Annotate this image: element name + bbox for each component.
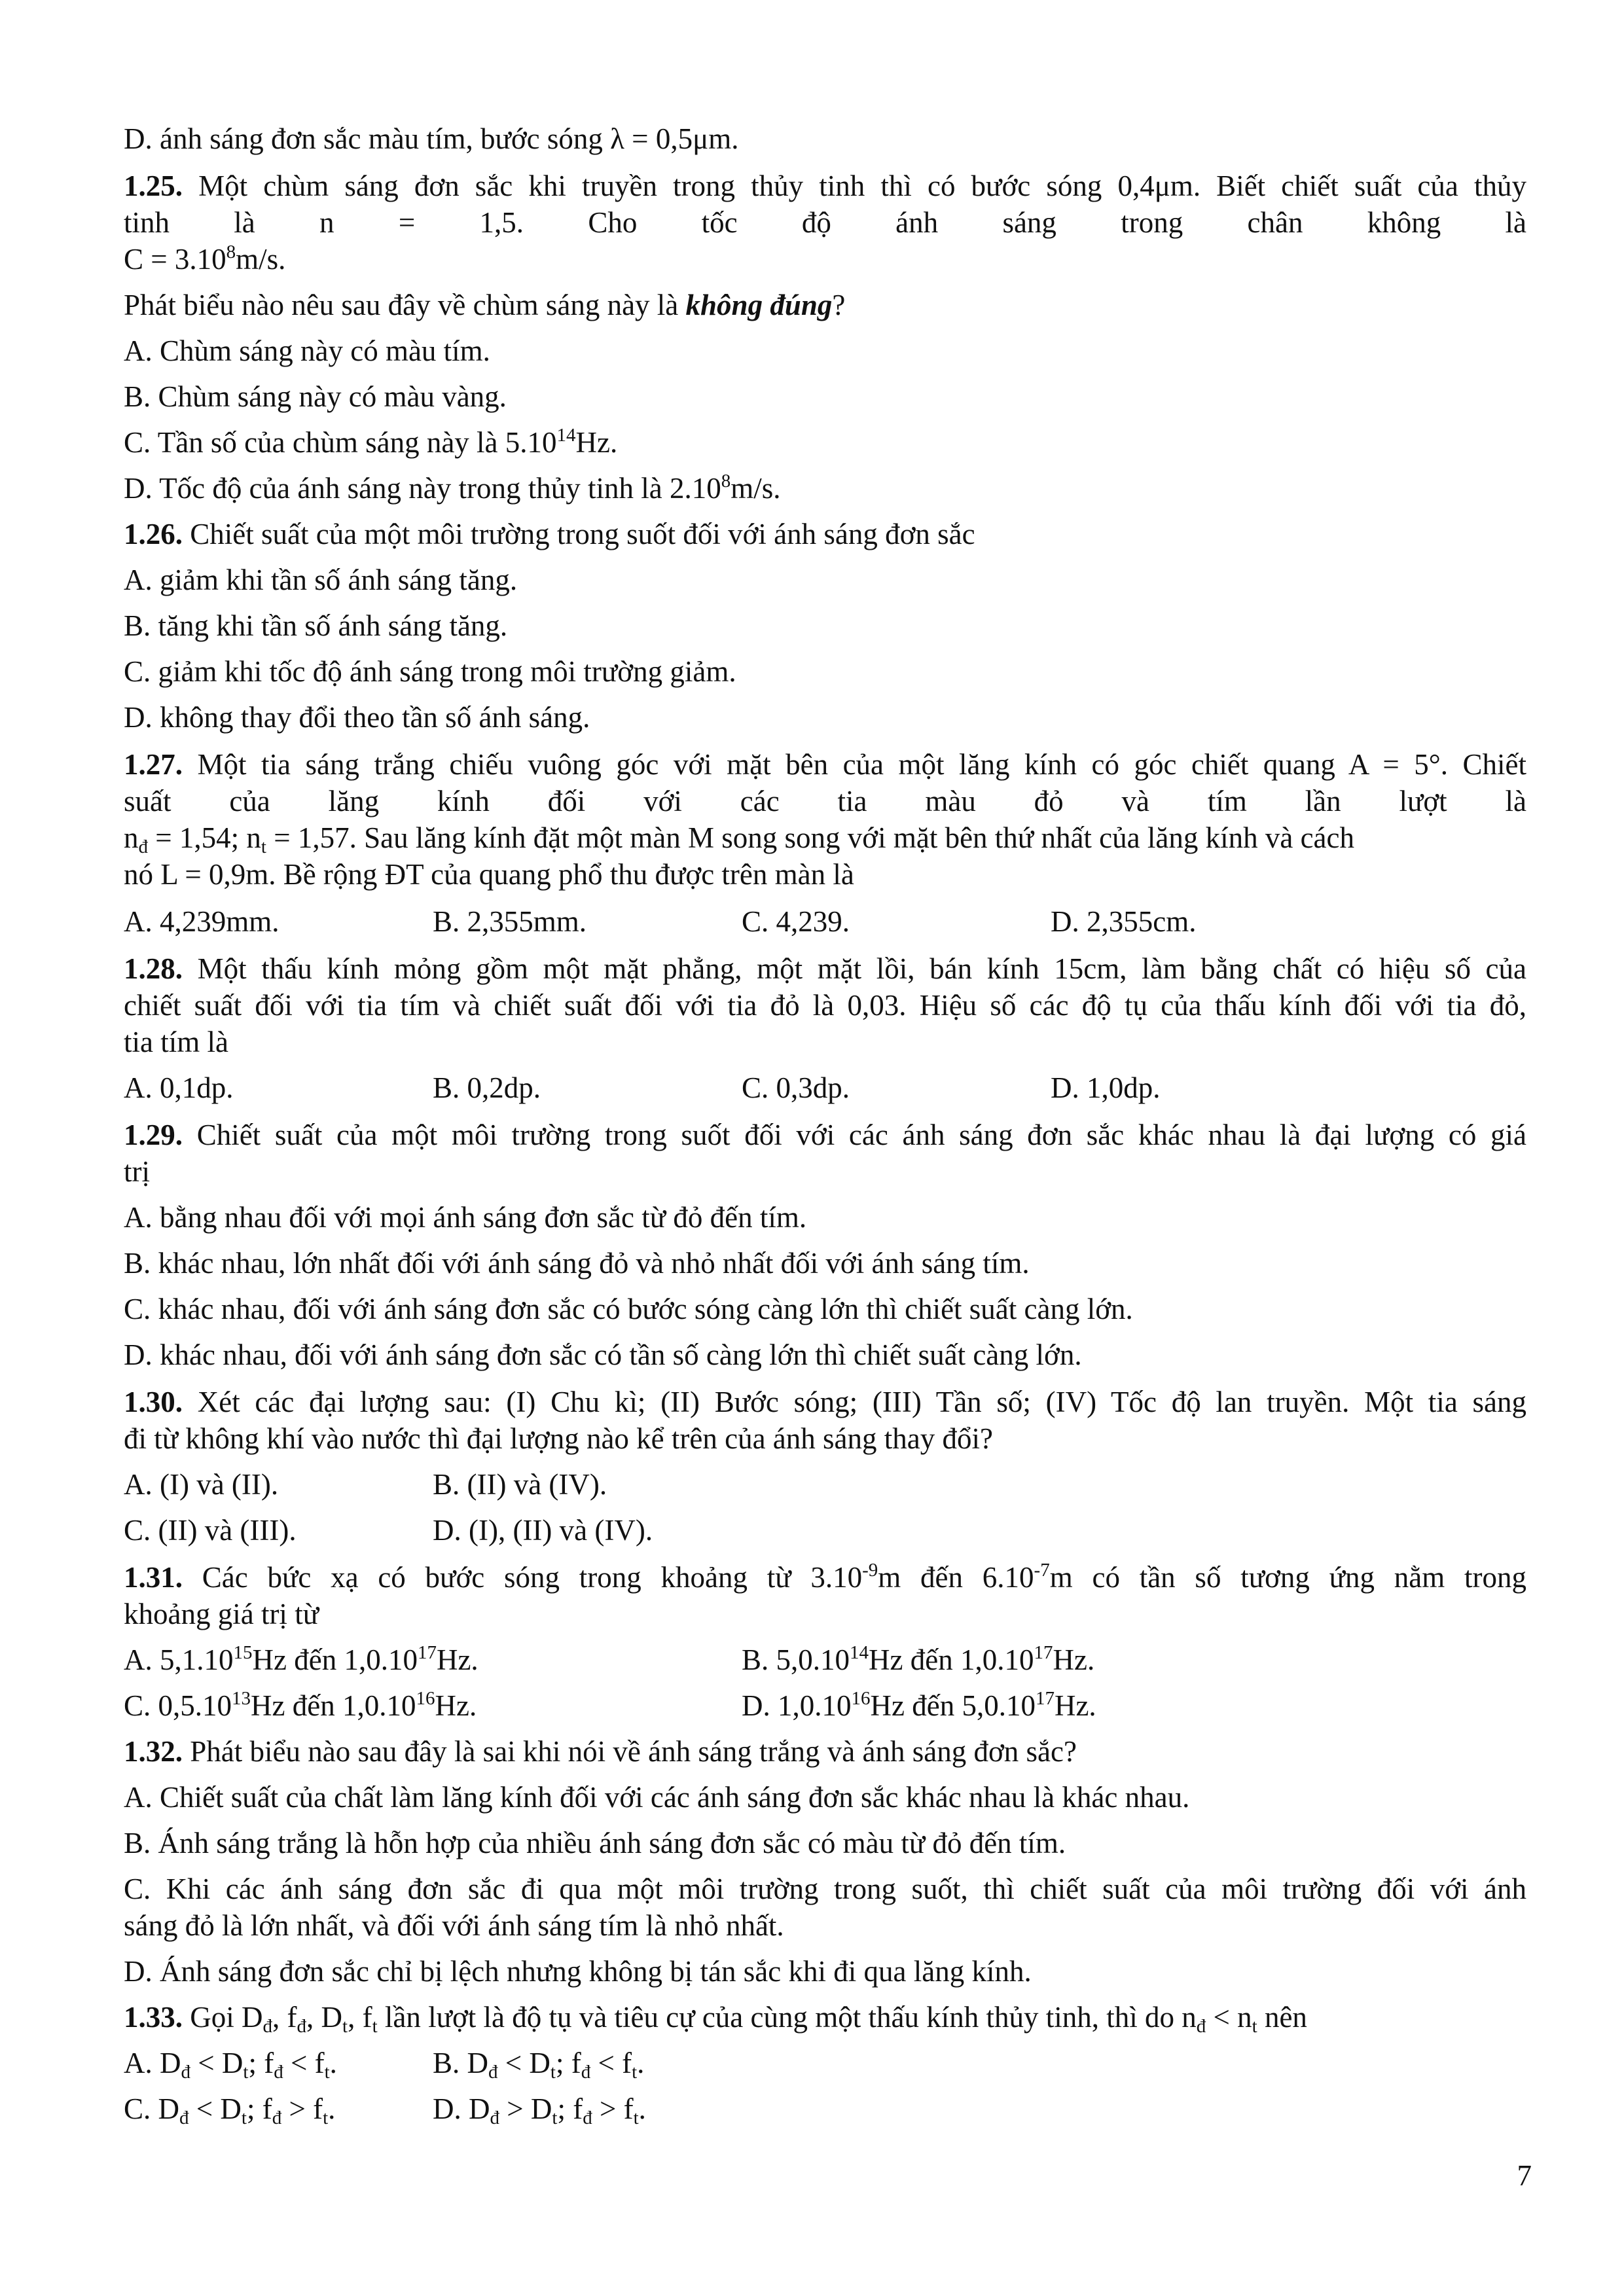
answer-text: B. Chùm sáng này có màu vàng. [124, 380, 507, 413]
answer-option [742, 1687, 1096, 1724]
question-number: 1.25. [124, 170, 183, 202]
answer-text: A. giảm khi tần số ánh sáng tăng. [124, 564, 518, 596]
subscript: t [1252, 2016, 1257, 2037]
text: Gọi D [190, 2001, 263, 2034]
question-text-line [124, 1420, 1526, 1457]
question-text-line [124, 204, 1526, 241]
subscript: đ [1196, 2016, 1206, 2037]
answer-option [433, 2090, 646, 2127]
text: D. D [433, 2092, 490, 2125]
text: Hz. [575, 426, 618, 459]
text: D. 1,0.10 [742, 1689, 852, 1722]
answer-option [124, 1641, 478, 1678]
text: Hz. [1054, 1689, 1096, 1722]
exponent: 14 [556, 425, 576, 446]
subscript: đ [583, 2108, 592, 2128]
subscript: đ [272, 2108, 282, 2128]
subscript: t [243, 2062, 249, 2083]
question-text-line [124, 819, 1526, 856]
text: m đến 6.10 [878, 1561, 1034, 1594]
question-text: Một chùm sáng đơn sắc khi truyền trong thủy tinh thì có bước sóng 0,4μm. Biết chiết suất của thủy [198, 170, 1526, 202]
text: C. 0,5.10 [124, 1689, 232, 1722]
question-1-27 [124, 746, 1526, 783]
question-1-28 [124, 950, 1526, 987]
question-text-line [124, 856, 1526, 893]
question-text: Xét các đại lượng sau: (I) Chu kì; (II) Bước sóng; (III) Tần số; (IV) Tốc độ lan truyền. Một tia sáng [197, 1386, 1526, 1418]
text: , f [348, 2001, 372, 2034]
answer-option: D. (I), (II) và (IV). [433, 1514, 653, 1547]
question-text-line [124, 987, 1526, 1024]
answer-line [124, 653, 1526, 690]
text: < D [497, 2047, 550, 2079]
text: . [637, 2047, 645, 2079]
answer-line [124, 1336, 1526, 1373]
text: m/s. [236, 243, 286, 276]
answer-text: C. khác nhau, đối với ánh sáng đơn sắc có bước sóng càng lớn thì chiết suất càng lớn. [124, 1293, 1133, 1325]
text: > D [499, 2092, 552, 2125]
question-text: Chiết suất của một môi trường trong suốt đối với các ánh sáng đơn sắc khác nhau là đại lượng có giá [196, 1119, 1527, 1151]
answer-option: A. 4,239mm. [124, 905, 280, 938]
text: C. Tần số của chùm sáng này là 5.10 [124, 426, 557, 459]
answer-option: A. (I) và (II). [124, 1468, 279, 1501]
question-text: đi từ không khí vào nước thì đại lượng nào kể trên của ánh sáng thay đổi? [124, 1422, 993, 1455]
subscript: t [342, 2016, 348, 2037]
subscript: đ [490, 2108, 499, 2128]
text: Hz đến 1,0.10 [252, 1643, 418, 1676]
text: Hz đến 1,0.10 [251, 1689, 416, 1722]
text: < n [1206, 2001, 1252, 2034]
text: B. D [433, 2047, 489, 2079]
answer-text: D. Ánh sáng đơn sắc chỉ bị lệch nhưng không bị tán sắc khi đi qua lăng kính. [124, 1955, 1032, 1988]
text: < f [283, 2047, 325, 2079]
question-text: khoảng giá trị từ [124, 1598, 319, 1630]
text: Hz. [435, 1689, 477, 1722]
exponent: 14 [850, 1642, 869, 1663]
answer-text: B. khác nhau, lớn nhất đối với ánh sáng đỏ và nhỏ nhất đối với ánh sáng tím. [124, 1247, 1030, 1280]
question-1-31 [124, 1559, 1526, 1596]
subscript: t [324, 2062, 330, 2083]
question-text-line [124, 1596, 1526, 1632]
question-text: Một thấu kính mỏng gồm một mặt phẳng, một mặt lồi, bán kính 15cm, làm bằng chất có hiệu số của [197, 952, 1527, 985]
emphasis-text: không đúng [685, 289, 833, 321]
answer-option: D. 2,355cm. [1051, 905, 1197, 938]
text: < f [590, 2047, 632, 2079]
exponent: 8 [721, 471, 731, 492]
question-number: 1.29. [124, 1119, 183, 1151]
exponent: -9 [862, 1560, 878, 1581]
text: < D [189, 2092, 242, 2125]
question-text: nó L = 0,9m. Bề rộng ĐT của quang phổ thu được trên màn là [124, 858, 854, 891]
answer-option: C. 0,3dp. [742, 1071, 850, 1104]
exponent: 13 [232, 1688, 251, 1709]
answer-option: B. (II) và (IV). [433, 1468, 607, 1501]
answer-option: B. 0,2dp. [433, 1071, 541, 1104]
subscript: đ [581, 2062, 591, 2083]
subscript: t [261, 836, 266, 857]
text: , f [272, 2001, 297, 2034]
exponent: 8 [226, 242, 236, 262]
answer-text: C. giảm khi tốc độ ánh sáng trong môi trường giảm. [124, 655, 736, 688]
text: Hz đến 5,0.10 [870, 1689, 1036, 1722]
text: Hz. [1053, 1643, 1095, 1676]
text: A. 5,1.10 [124, 1643, 234, 1676]
subscript: đ [179, 2108, 189, 2128]
question-text: suất của lăng kính đối với các tia màu đỏ và tím lần lượt là [124, 785, 1526, 817]
text: > f [592, 2092, 634, 2125]
answer-line [124, 1871, 1526, 1907]
answer-line [124, 562, 1526, 598]
subscript: đ [138, 836, 148, 857]
text: ; f [246, 2092, 272, 2125]
subscript: t [552, 2108, 558, 2128]
exponent: 17 [1035, 1688, 1055, 1709]
subscript: đ [262, 2016, 272, 2037]
answer-text: sáng đỏ là lớn nhất, và đối với ánh sáng tím là nhỏ nhất. [124, 1909, 784, 1942]
subscript: đ [181, 2062, 190, 2083]
answer-option: B. 2,355mm. [433, 905, 587, 938]
answer-option [742, 1641, 1094, 1678]
answer-option [124, 2090, 335, 2127]
question-text-line [124, 241, 1526, 278]
question-text: trị [124, 1155, 150, 1188]
answer-option: C. (II) và (III). [124, 1514, 297, 1547]
answer-text: D. ánh sáng đơn sắc màu tím, bước sóng λ = 0,5μm. [124, 122, 739, 155]
text: > f [281, 2092, 323, 2125]
subscript: t [241, 2108, 247, 2128]
answer-line [124, 1199, 1526, 1236]
exponent: 17 [1034, 1642, 1053, 1663]
question-1-30 [124, 1384, 1526, 1420]
question-text-line [124, 1153, 1526, 1190]
answer-line [124, 607, 1526, 644]
question-number: 1.28. [124, 952, 183, 985]
question-1-25 [124, 168, 1526, 204]
question-text-line [124, 1024, 1526, 1060]
question-number: 1.33. [124, 2001, 183, 2034]
text: lần lượt là độ tụ và tiêu cự của cùng một thấu kính thủy tinh, thì do n [377, 2001, 1197, 2034]
question-text: Chiết suất của một môi trường trong suốt đối với ánh sáng đơn sắc [190, 518, 975, 550]
question-1-26 [124, 516, 1526, 552]
answer-line [124, 1779, 1526, 1816]
answer-line [124, 424, 1526, 461]
subscript: t [323, 2108, 329, 2128]
question-text: tinh là n = 1,5. Cho tốc độ ánh sáng trong chân không là [124, 206, 1526, 239]
answer-line [124, 120, 1526, 157]
question-number: 1.27. [124, 748, 183, 781]
answer-line [124, 1291, 1526, 1327]
text: . [329, 2047, 337, 2079]
text: , D [306, 2001, 342, 2034]
subscript: đ [274, 2062, 283, 2083]
text: C. D [124, 2092, 180, 2125]
answer-line [124, 470, 1526, 507]
question-1-33 [124, 1999, 1526, 2036]
text: . [328, 2092, 336, 2125]
exponent: 16 [851, 1688, 871, 1709]
text: D. Tốc độ của ánh sáng này trong thủy tinh là 2.10 [124, 472, 721, 505]
question-1-32 [124, 1733, 1526, 1770]
text: = 1,57. Sau lăng kính đặt một màn M song song với mặt bên thứ nhất của lăng kính và cách [266, 821, 1354, 854]
answer-line [124, 1907, 1526, 1944]
subscript: đ [488, 2062, 498, 2083]
exponent: -7 [1034, 1560, 1050, 1581]
text: ? [832, 289, 846, 321]
question-number: 1.32. [124, 1735, 183, 1768]
text: < D [190, 2047, 244, 2079]
answer-line [124, 699, 1526, 736]
answer-text: C. Khi các ánh sáng đơn sắc đi qua một môi trường trong suốt, thì chiết suất của môi trường đối với ánh [124, 1873, 1526, 1905]
text: B. 5,0.10 [742, 1643, 850, 1676]
text: . [638, 2092, 646, 2125]
answer-line [124, 1825, 1526, 1861]
text: Phát biểu nào nêu sau đây về chùm sáng này là [124, 289, 686, 321]
exponent: 15 [233, 1642, 253, 1663]
text: nên [1257, 2001, 1307, 2034]
answer-text: D. không thay đổi theo tần số ánh sáng. [124, 701, 590, 734]
text: m/s. [731, 472, 781, 505]
subscript: đ [297, 2016, 306, 2037]
answer-option: A. 0,1dp. [124, 1071, 234, 1104]
answer-option [124, 1687, 477, 1724]
text: Hz. [436, 1643, 478, 1676]
question-text: Phát biểu nào sau đây là sai khi nói về ánh sáng trắng và ánh sáng đơn sắc? [190, 1735, 1077, 1768]
text: Các bức xạ có bước sóng trong khoảng từ 3.10 [202, 1561, 863, 1594]
question-text-line [124, 783, 1526, 819]
text: ; f [248, 2047, 274, 2079]
text: C = 3.10 [124, 243, 226, 276]
answer-option [124, 2045, 337, 2081]
text: = 1,54; n [148, 821, 261, 854]
answer-text: D. khác nhau, đối với ánh sáng đơn sắc có tần số càng lớn thì chiết suất càng lớn. [124, 1338, 1082, 1371]
answer-text: B. tăng khi tần số ánh sáng tăng. [124, 609, 508, 642]
answer-line [124, 1953, 1526, 1990]
text: Hz đến 1,0.10 [869, 1643, 1034, 1676]
subscript: t [633, 2108, 639, 2128]
answer-text: A. Chiết suất của chất làm lăng kính đối với các ánh sáng đơn sắc khác nhau là khác nhau. [124, 1781, 1190, 1814]
text: n [124, 821, 139, 854]
answer-option: D. 1,0dp. [1051, 1071, 1161, 1104]
answer-text: B. Ánh sáng trắng là hỗn hợp của nhiều ánh sáng đơn sắc có màu từ đỏ đến tím. [124, 1827, 1066, 1859]
answer-line [124, 378, 1526, 415]
question-text: chiết suất đối với tia tím và chiết suất đối với tia đỏ là 0,03. Hiệu số các độ tụ của thấu kính đối với tia đỏ, [124, 989, 1526, 1022]
question-number: 1.31. [124, 1561, 183, 1594]
answer-option [433, 2045, 644, 2081]
exponent: 16 [416, 1688, 435, 1709]
text: ; f [557, 2092, 583, 2125]
subscript: t [372, 2016, 378, 2037]
subscript: t [632, 2062, 638, 2083]
question-number: 1.30. [124, 1386, 183, 1418]
exponent: 17 [417, 1642, 437, 1663]
answer-option: C. 4,239. [742, 905, 850, 938]
answer-text: A. bằng nhau đối với mọi ánh sáng đơn sắc từ đỏ đến tím. [124, 1201, 807, 1234]
answer-line [124, 332, 1526, 369]
text: m có tần số tương ứng nằm trong [1049, 1561, 1527, 1594]
text: ; f [555, 2047, 581, 2079]
page-number: 7 [1517, 2159, 1532, 2192]
subscript: t [550, 2062, 556, 2083]
text: A. D [124, 2047, 181, 2079]
answer-text: A. Chùm sáng này có màu tím. [124, 334, 490, 367]
question-1-29 [124, 1117, 1526, 1153]
question-text: Một tia sáng trắng chiếu vuông góc với mặt bên của một lăng kính có góc chiết quang A = 5°. Chiết [197, 748, 1526, 781]
question-text: tia tím là [124, 1026, 228, 1058]
question-text-line [124, 287, 1526, 323]
question-number: 1.26. [124, 518, 183, 550]
answer-line [124, 1245, 1526, 1282]
